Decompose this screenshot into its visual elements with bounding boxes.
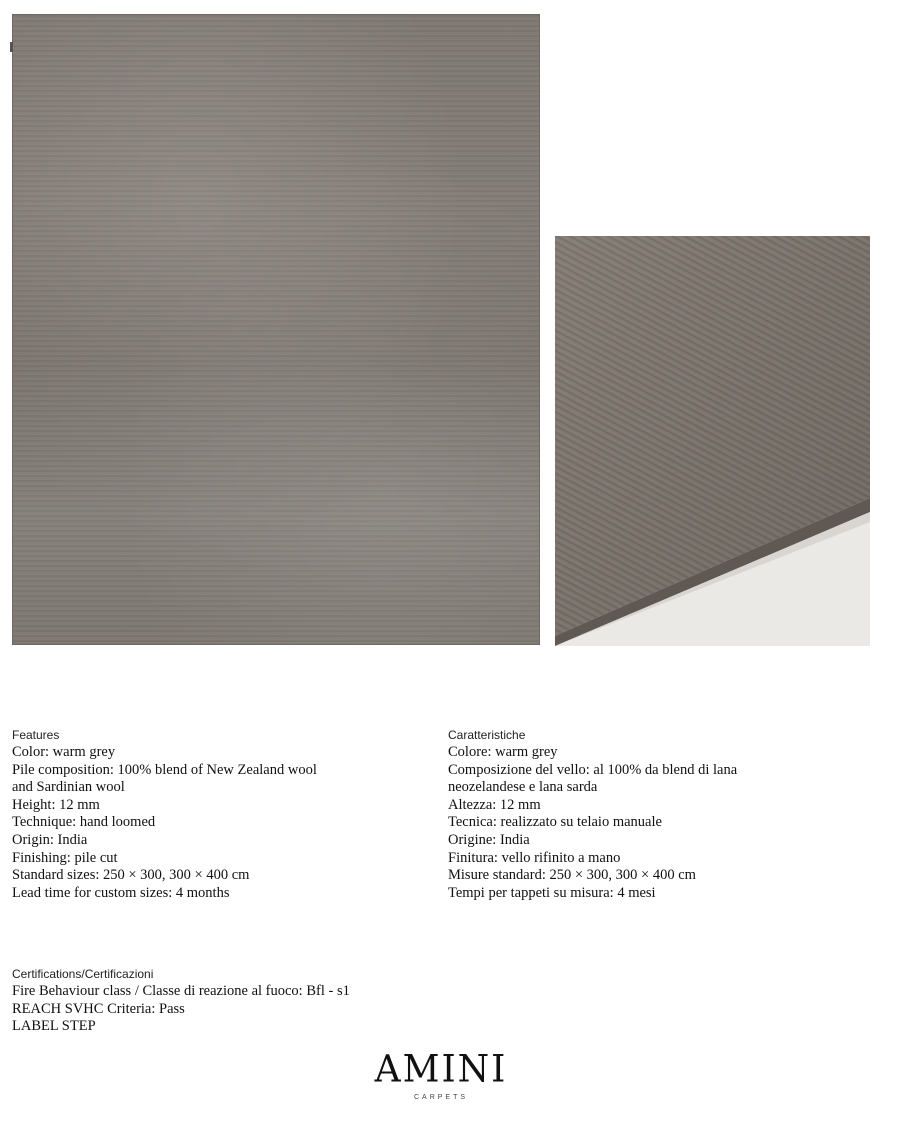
feature-line: Technique: hand loomed: [12, 814, 156, 831]
certifications-section: [12, 966, 612, 1036]
rug-main-image: [12, 14, 540, 645]
feature-line: Lead time for custom sizes: 4 months: [12, 884, 230, 901]
amini-logo: [370, 1047, 512, 1101]
caratteristica-line: Finitura: vello rifinito a mano: [448, 849, 621, 866]
rug-label-tag: [10, 42, 13, 52]
logo-subtitle: CARPETS: [413, 1094, 469, 1101]
feature-line: and Sardinian wool: [12, 779, 125, 796]
caratteristica-line: Tecnica: realizzato su telaio manuale: [448, 814, 662, 831]
features-section: [12, 727, 412, 902]
certification-line: Fire Behaviour class / Classe di reazione al fuoco: Bfl - s1: [12, 983, 350, 999]
caratteristica-line: Colore: warm grey: [448, 744, 558, 760]
rug-detail-image: [555, 236, 870, 646]
certification-line: LABEL STEP: [12, 1018, 96, 1035]
certifications-heading: Certifications/Certificazioni: [12, 967, 154, 981]
logo-wordmark: AMINI: [374, 1047, 508, 1091]
caratteristica-line: Misure standard: 250 × 300, 300 × 400 cm: [448, 867, 696, 884]
caratteristica-line: Origine: India: [448, 831, 530, 848]
feature-line: Standard sizes: 250 × 300, 300 × 400 cm: [12, 867, 250, 884]
certification-line: REACH SVHC Criteria: Pass: [12, 1000, 185, 1017]
caratteristica-line: Tempi per tappeti su misura: 4 mesi: [448, 884, 656, 901]
caratteristiche-section: [448, 727, 848, 902]
feature-line: Color: warm grey: [12, 744, 116, 760]
feature-line: Origin: India: [12, 831, 88, 848]
features-heading: Features: [12, 728, 60, 742]
feature-line: Pile composition: 100% blend of New Zealand wool: [12, 761, 317, 778]
caratteristica-line: Altezza: 12 mm: [448, 796, 541, 813]
feature-line: Finishing: pile cut: [12, 849, 118, 866]
caratteristiche-heading: Caratteristiche: [448, 728, 526, 742]
feature-line: Height: 12 mm: [12, 796, 100, 813]
caratteristica-line: Composizione del vello: al 100% da blend di lana: [448, 761, 738, 778]
caratteristica-line: neozelandese e lana sarda: [448, 779, 598, 796]
